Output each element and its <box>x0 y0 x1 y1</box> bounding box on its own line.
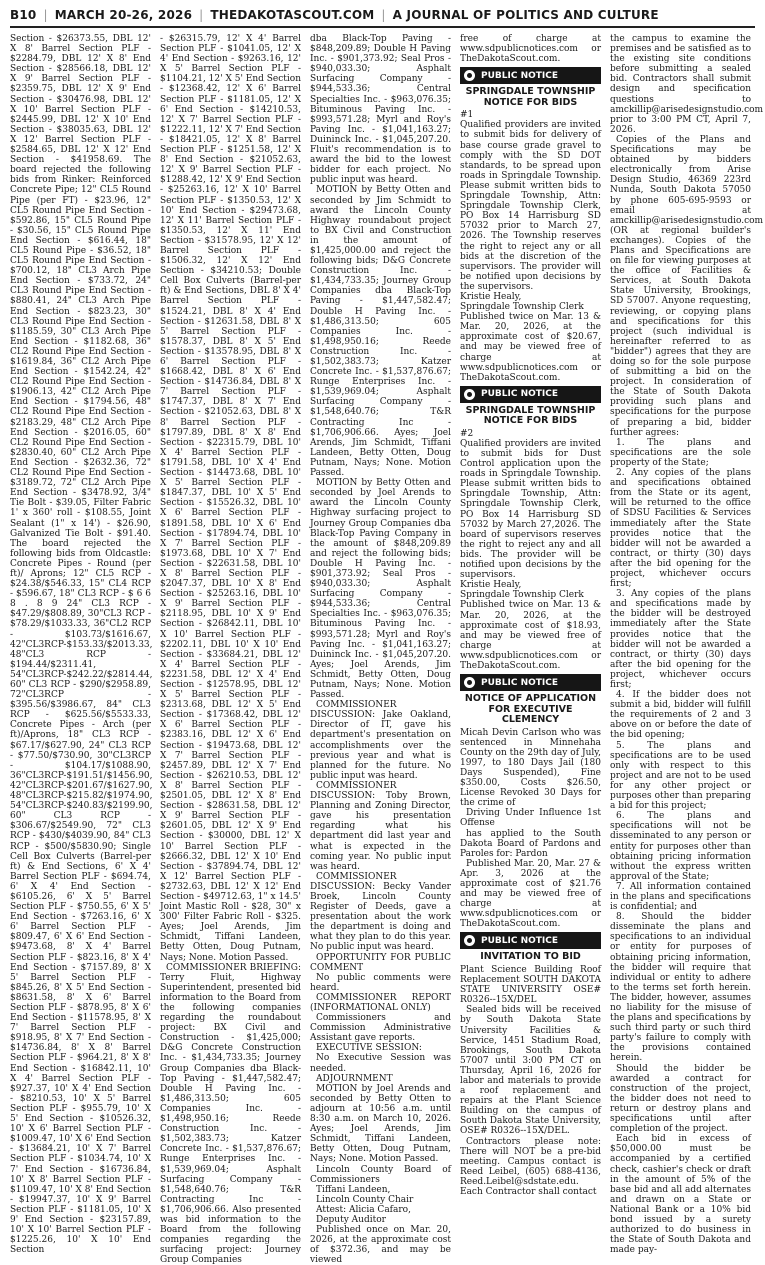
notice-paragraph: Deputy Auditor <box>316 1214 386 1225</box>
notice-paragraph: 5. The plans and specifications are to be used only with respect to this project and are not to be used for any other project or purposes other than preparing a bid for this project; <box>610 740 751 812</box>
notice-paragraph: Section - $26373.55, DBL 12' X 8' Barrel Section PLF - $2284.79, DBL 12' X 8' End Section - $28566.18, DBL 12' X 9' Barrel Section PLF - $2359.75, DBL 12' X 9' End Section - $30476.98, DBL 12' X 10' Barrel Section PLF - $2445.99, DBL 12' X 10' End Section - $38035.63, DBL 12' X 12' Barrel Section PLF - $2584.65, DBL 12' X 12' End Section - $41958.69. The board rejected the following bids from Rinker: Reinforced Concrete Pipe; 12" CL5 Round Pipe (per FT) - $23.96, 12" CL5 Round Pipe End Section - $592.86, 15" CL5 Round Pipe - $30.56, 15" CL5 Round Pipe End Section - $616.44, 18" CL5 Round Pipe - $36.52, 18" CL5 Round Pipe End Section - $700.12, 18" CL3 Arch Pipe End Section - $733.72, 24" CL3 Round Pipe End Section - $880.41, 24" CL3 Arch Pipe End Section - $823.23, 30" CL3 Round Pipe End Section - $1185.59, 30" CL3 Arch Pipe End Section - $1182.68, 36" CL2 Round Pipe End Section - $1619.84, 36" CL2 Arch Pipe End Section - $1542.24, 42" CL2 Round Pipe End Section - $1906.13, 42" CL2 Arch Pipe End Section - $1794.56, 48" CL2 Round Pipe End Section - $2183.29, 48" CL2 Arch Pipe End Section - $2016.05, 60" CL2 Round Pipe End Section - $2830.40, 60" CL2 Arch Pipe End Section - $2632.36, 72" CL2 Round Pipe End Section - $3189.72, 72" CL2 Arch Pipe End Section - $3478.92, 3/4" Tie Bolt - $39.05, Filter Fabric 1' x 360' roll - $108.55, Joint Sealant (1" x 14') - $26.90, Galvanized Tie Bolt - $91.40. The board rejected the following bids from Oldcastle: Concrete Pipes - Round (per ft)/ Aprons; 12" CL5 RCP - $24.38/$546.33, 15" CL4 RCP - $596.67, 18" CL3 RCP - $ 6 6 8 . 8 9 24" CL3 RCP - $47.29/$808.89, 30"CL3 RCP - $78.29/$1033.33, 36"CL2 RCP - $103.73/$1616.67, 42"CL3RCP-$153.33/$2013.33, 48"CL3 RCP - $194.44/$2311.41, 54"CL3RCP-$242.22/$2814.44, 60" CL3 RCP - $290/$2958.89, 72"CL3RCP - $395.56/$3986.67, 84" CL3 RCP - $625.56/$5533.33, Concrete Pipes - Arch (per ft)/Aprons, 18" CL3 RCP - $67.17/$627.90, 24" CL3 RCP - $77.50/$730.90, 30"CL3RCP - $104.17/$1088.90, 36"CL3RCP-$191.51/$1456.90, 42"CL3RCP-$201.67/$1627.90, 48"CL3RCP-$215.82/$1974.90, 54"CL3RCP-$240.83/$2199.90, 60" CL3 RCP - $306.67/$2549.90, 72" CL3 RCP - $430/$4039.90, 84" CL3 RCP - $500/$5830.90; Single Cell Box Culverts (Barrel-per ft) & End Sections, 6' X 4' Barrel Section PLF - $694.74, 6' X 4' End Section - $6105.26, 6' X 5' Barrel Section PLF - $750.55, 6' X 5' End Section - $7263.16, 6' X 6' Barrel Section PLF - $809.47, 6' X 6' End Section - $9473.68, 8' X 4' Barrel Section PLF - $823.16, 8' X 4' End Section - $7157.89, 8' X 5' Barrel Section PLF - $845.26, 8' X 5' End Section - $8631.58, 8' X 6' Barrel Section PLF - $878.95, 8' X 6' End Section - $11578.95, 8' X 7' Barrel Section PLF - $918.95, 8' X 7' End Section - $14736.84, 8' X 8' Barrel Section PLF - $964.21, 8' X 8' End Section - $16842.11, 10' X 4' Barrel Section PLF - $927.37, 10' X 4' End Section - $8210.53, 10' X 5' Barrel Section PLF - $955.79, 10' X 5' End Section - $10526.32, 10' X 6' Barrel Section PLF - $1009.47, 10' X 6' End Section - $13684.21, 10' X 7' Barrel Section PLF - $1034.74, 10' X 7' End Section - $16736.84, 10' X 8' Barrel Section PLF - $1109.47, 10' X 8' End Section - $19947.37, 10' X 9' Barrel Section PLF - $1181.05, 10' X 9' End Section - $23157.89, 10' X 10' Barrel Section PLF - $1225.26, 10' X 10' End Section <box>10 34 153 1256</box>
notice-title: SPRINGDALE TOWNSHIP NOTICE FOR BIDS <box>465 404 596 427</box>
notice-paragraph: COMMISSIONER BRIEFING: Terry Fluit, Highway Superintendent, presented bid information to the Board from the following companies regarding the roundabout project: BX Civil and Construction - $1,425,000; D&G Concrete Construction Inc. - $1,434,733.35; Journey Group Companies dba Black-Top Paving - $1,447,582.47; Double H Paving Inc. - $1,486,313.50; 605 Companies Inc. - $1,498,950.16; Reede Construction Inc. - $1,502,383.73; Katzer Concrete Inc. - $1,537,876.67; Runge Enterprises Inc. - $1,539,969.04; Asphalt Surfacing Company - $1,548,640.76; T&R Contracting Inc - $1,706,906.66. Also presented was bid information to the Board from the following companies regarding the surfacing project: Journey Group Companies <box>160 962 301 1265</box>
notice-paragraph: 4. If the bidder does not submit a bid, bidder will fulfill the requirements of 2 and 3 above on or before the date of the bid opening; <box>610 690 751 741</box>
notice-paragraph: Springdale Township Clerk <box>460 302 584 313</box>
notice-paragraph: Kristie Healy, <box>460 291 522 302</box>
notice-paragraph: Each bid in excess of $50,000.00 must be accompanied by a certified check, cashier's check or draft in the amount of 5% of the base bid and all add alternates and drawn on a State or National Bank or a 10% bid bond issued by a surety authorized to do business in the State of South Dakota and made pay- <box>610 1134 751 1256</box>
issue-date: MARCH 20-26, 2026 <box>54 8 193 22</box>
notice-paragraph: COMMISSIONER REPORT (INFORMATIONAL ONLY) <box>310 992 451 1013</box>
notice-paragraph: Tiffani Landeen, <box>316 1184 391 1195</box>
banner-label: PUBLIC NOTICE <box>481 389 559 400</box>
notice-paragraph: MOTION by Joel Arends and seconded by Betty Otten to adjourn at 10:56 a.m. until 8:30 a.m. on March 10, 2026. Ayes; Joel Arends, Jim Schmidt, Tiffani Landeen, Betty Otten, Doug Putnam, Nays; None. Motion Passed. <box>310 1083 451 1165</box>
notice-paragraph: 1. The plans and specifications are the sole property of the State; <box>610 437 751 468</box>
notice-paragraph: Driving Under Influence 1st Offense <box>460 808 601 829</box>
notice-paragraph: 7. All information contained in the plans and specifications is confidential; and <box>610 881 751 913</box>
page-number: B10 <box>10 8 37 22</box>
tagline: A JOURNAL OF POLITICS AND CULTURE <box>392 8 659 22</box>
notice-paragraph: Plant Science Building Roof Replacement SOUTH DAKOTA STATE UNIVERSITY OSE# R0326--15X/DEL <box>460 964 601 1006</box>
notice-title: NOTICE OF APPLICATION FOR EXECUTIVE CLEMENCY <box>464 693 597 726</box>
notice-paragraph: - $26315.79, 12' X 4' Barrel Section PLF - $1041.05, 12' X 4' End Section - $9263.16, 12' X 5' Barrel Section PLF - $1104.21, 12' X 5' End Section - $12368.42, 12' X 6' Barrel Section PLF - $1181.05, 12' X 6' End Section - $14210.53, 12' X 7' Barrel Section PLF - $1222.11, 12' X 7' End Section - $18421.05, 12' X 8' Barrel Section PLF - $1251.58, 12' X 8' End Section - $21052.63, 12' X 9' Barrel Section PLF - $1288.42, 12' X 9' End Section - $25263.16, 12' X 10' Barrel Section PLF - $1350.53, 12' X 10' End Section - $29473.68, 12' X 11' Barrel Section PLF - $1350.53, 12' X 11' End Section - $31578.95, 12' X 12' Barrel Section PLF - $1506.32, 12' X 12' End Section - $34210.53; Double Cell Box Culverts (Barrel-per ft) & End Sections, DBL 8' X 4' Barrel Section PLF - $1524.21, DBL 8' X 4' End Section - $12631.58, DBL 8' X 5' Barrel Section PLF - $1578.37, DBL 8' X 5' End Section - $13578.95, DBL 8' X 6' Barrel Section PLF - $1668.42, DBL 8' X 6' End Section - $14736.84, DBL 8' X 7' Barrel Section PLF - $1747.37, DBL 8' X 7' End Section - $21052.63, DBL 8' X 8' Barrel Section PLF - $1797.89, DBL 8' X 8' End Section - $22315.79, DBL 10' X 4' Barrel Section PLF - $1791.58, DBL 10' X 4' End Section - $14473.68, DBL 10' X 5' Barrel Section PLF - $1847.37, DBL 10' X 5' End Section - $15526.32, DBL 10' X 6' Barrel Section PLF - $1891.58, DBL 10' X 6' End Section - $17894.74, DBL 10' X 7' Barrel Section PLF - $1973.68, DBL 10' X 7' End Section - $22631.58, DBL 10' X 8' Barrel Section PLF - $2047.37, DBL 10' X 8' End Section - $25263.16, DBL 10' X 9' Barrel Section PLF - $2118.95, DBL 10' X 9' End Section - $26842.11, DBL 10' X 10' Barrel Section PLF - $2202.11, DBL 10' X 10' End Section - $33684.21, DBL 12' X 4' Barrel Section PLF - $2231.58, DBL 12' X 4' End Section - $12578.95, DBL 12' X 5' Barrel Section PLF - $2313.68, DBL 12' X 5' End Section - $17368.42, DBL 12' X 6' Barrel Section PLF - $2383.16, DBL 12' X 6' End Section - $19473.68, DBL 12' X 7' Barrel Section PLF - $2457.89, DBL 12' X 7' End Section - $26210.53, DBL 12' X 8' Barrel Section PLF - $2501.05, DBL 12' X 8' End Section - $28631.58, DBL 12' X 9' Barrel Section PLF - $2601.05, DBL 12' X 9' End Section - $30000, DBL 12' X 10' Barrel Section PLF - $2666.32, DBL 12' X 10' End Section - $37894.74, DBL 12' X 12' Barrel Section PLF - $2732.63, DBL 12' X 12' End Section - $49712.63, 1" x 14.5' Joint Mastic Roll - $28, 30" x 300' Filter Fabric Roll - $325. Ayes; Joel Arends, Jim Schmidt, Tiffani Landeen, Betty Otten, Doug Putnam, Nays; None. Motion Passed. <box>160 34 302 963</box>
notice-paragraph: dba Black-Top Paving - $848,209.89; Double H Paving Inc. - $901,373.92; Seal Pros - $940,033.30; Asphalt Surfacing Company - $944,533.36; Central Specialties Inc. - $963,076.35; Bituminous Paving Inc. - $993,571.28; Myrl and Roy's Paving Inc. - $1,041,163.27; Duininck Inc. - $1,045,207.20. Fluit's recommendation is to award the bid to the lowest bidder for each project. No public input was heard. <box>310 34 451 186</box>
banner-label: PUBLIC NOTICE <box>481 935 559 946</box>
notice-paragraph: Published once on Mar. 20, 2026, at the approximate cost of $372.36, and may be viewed <box>310 1225 451 1265</box>
public-notice-banner <box>460 386 601 403</box>
notice-title: SPRINGDALE TOWNSHIP NOTICE FOR BIDS <box>465 86 596 108</box>
notice-paragraph: OPPORTUNITY FOR PUBLIC COMMENT <box>310 952 451 973</box>
notice-paragraph: Should the bidder be awarded a contract for construction of the project, the bidder does not need to return or destroy plans and specifications until after completion of the project. <box>610 1063 751 1135</box>
notice-paragraph: COMMISSIONER DISCUSSION: Becky Vander Broek, Lincoln County Register of Deeds, gave a presentation about the work the department is doing and what they plan to do this year. No public input was heard. <box>310 871 451 953</box>
column-4 <box>460 34 601 1197</box>
notice-columns <box>10 34 764 1265</box>
banner-label: PUBLIC NOTICE <box>481 70 559 81</box>
notice-paragraph: MOTION by Betty Otten and seconded by Jim Schmidt to award the Lincoln County Highway roundabout project to BX Civil and Construction in the amount of $1,425,000.00 and reject the following bids; D&G Concrete Construction Inc. - $1,434,733.35; Journey Group Companies dba Black-Top Paving - $1,447,582.47; Double H Paving Inc. - $1,486,313.50; 605 Companies Inc. - $1,498,950.16; Reede Construction Inc. - $1,502,383.73; Katzer Concrete Inc. - $1,537,876.67; Runge Enterprises Inc. - $1,539,969.04; Asphalt Surfacing Company - $1,548,640.76; T&R Contracting Inc - $1,706,906.66. Ayes; Joel Arends, Jim Schmidt, Tiffani Landeen, Betty Otten, Doug Putnam, Nays; None. Motion Passed. <box>310 185 451 479</box>
notice-paragraph: Lincoln County Board of Commissioners <box>310 1164 451 1185</box>
notice-paragraph: Published twice on Mar. 13 & Mar. 20, 2026, at the approximate cost of $20.67, and may be viewed free of charge at www.sdpublicnotices.com or TheDakotaScout.com. <box>460 312 601 383</box>
seal-icon <box>464 70 475 81</box>
public-notice-banner <box>460 932 601 949</box>
notice-paragraph: Copies of the Plans and Specifications may be obtained by bidders electronically from Arise Design Studio, 46369 223rd Nunda, South Dakota 57050 by phone 605-695-9593 or email at amckillip@arisedesignstudio.com (OR at regional builder's exchanges). Copies of the Plans and Specifications are on file for viewing purposes at the office of Facilities & Services, at South Dakota State University, Brookings, SD 57007. Anyone requesting, reviewing, or copying plans and specifications for this project (such individual is hereinafter referred to as "bidder") agrees that they are doing so for the sole purpose of submitting a bid on the project. In consideration of the State of South Dakota providing such plans and specifications for the purpose of preparing a bid, bidder further agrees: <box>610 134 764 438</box>
notice-paragraph: 3. Any copies of the plans and specifications made by the bidder will be destroyed immediately after the State provides notice that the bidder will not be awarded a contract, or thirty (30) days after the bid opening for the project, whichever occurs first; <box>610 589 751 690</box>
seal-icon <box>464 935 475 946</box>
column-1 <box>10 34 153 1256</box>
notice-paragraph: Published twice on Mar. 13 & Mar. 20, 2026, at the approximate cost of $18.93, and may be viewed free of charge at www.sdpublicnotices.com or TheDakotaScout.com. <box>460 600 601 671</box>
public-notice-banner <box>460 67 601 84</box>
public-notice-banner <box>460 674 601 691</box>
notice-paragraph: COMMISSIONER DISCUSSION: Toby Brown, Planning and Zoning Director, gave his presentation regarding what his department did last year and what is expected in the coming year. No public input was heard. <box>310 780 451 872</box>
notice-paragraph: has applied to the South Dakota Board of Pardons and Paroles for: Pardon <box>460 828 601 859</box>
notice-paragraph: MOTION by Betty Otten and seconded by Joel Arends to award the Lincoln County Highway surfacing project to Journey Group Companies dba Black-Top Paving Company in the amount of $848,209.89 and reject the following bids; Double H Paving Inc. - $901,373.92; Seal Pros - $940,033.30; Asphalt Surfacing Company - $944,533.36; Central Specialties Inc. - $963,076.35; Bituminous Paving Inc. - $993,571.28; Myrl and Roy's Paving Inc. - $1,041,163.27; Duininck Inc. - $1,045,207.20. Ayes; Joel Arends, Jim Schmidt, Betty Otten, Doug Putnam, Nays; None. Motion Passed. <box>310 478 451 701</box>
seal-icon <box>464 389 475 400</box>
notice-paragraph: COMMISSIONER DISCUSSION: Jake Oakland, Director of IT, gave his department's presentation on accomplishments over the previous year and what is planned for the future. No public input was heard. <box>310 700 451 781</box>
notice-paragraph: Commissioners and Commission Administrative Assistant gave reports. <box>310 1013 451 1044</box>
notice-title: INVITATION TO BID <box>480 951 581 963</box>
notice-paragraph: 2. Any copies of the plans and specifications obtained from the State or its agent, will be returned to the office of SDSU Facilities & Services immediately after the State provides notice that the bidder will not be awarded a contract, or thirty (30) days after the bid opening for the project, whichever occurs first; <box>610 468 751 590</box>
notice-paragraph: Qualified providers are invited to submit bids for delivery of base course grade gravel to comply with the SD DOT standards, to be spread upon roads in Springdale Township. Please submit written bids to Springdale Township, Attn: Springdale Township Clerk, PO Box 14 Harrisburg SD 57032 prior to March 27, 2026. The Township reserves the right to reject any or all bids at the discretion of the supervisors. The provider will be notified upon decisions by the supervisors. <box>460 120 601 292</box>
notice-paragraph: No Executive Session was needed. <box>310 1053 451 1074</box>
notice-paragraph: #2 <box>460 428 474 439</box>
site-name: THEDAKOTASCOUT.COM <box>210 8 375 22</box>
header-separator: | <box>43 8 48 22</box>
page-header <box>10 4 755 28</box>
notice-paragraph: Sealed bids will be received by South Dakota State University Facilities & Service, 1451 Stadium Road, Brookings, South Dakota 57007 until 3:00 PM CT on Thursday, April 16, 2026 for labor and materials to provide a roof replacement and repairs at the Plant Science Building on the campus of South Dakota State University, OSE# R0326--15X/DEL. <box>460 1005 601 1137</box>
notice-paragraph: free of charge at www.sdpublicnotices.com or TheDakotaScout.com. <box>460 34 601 65</box>
column-2 <box>160 34 302 1265</box>
notice-paragraph: ADJOURNMENT <box>316 1073 393 1084</box>
seal-icon <box>464 677 475 688</box>
notice-paragraph: the campus to examine the premises and be satisfied as to the existing site conditions before submitting a sealed bid. Contractors shall submit design and specification questions to amckillip@arisedesignstudio.com prior to 3:00 PM CT, April 7, 2026. <box>610 34 764 135</box>
banner-label: PUBLIC NOTICE <box>481 677 559 688</box>
notice-paragraph: Qualified providers are invited to submit bids for Dust Control application upon the roads in Springdale Township. Please submit written bids to Springdale Township, Attn: Springdale Township Clerk, PO Box 14 Harrisburg SD 57032 by March 27,2026. The board of supervisors reserves the right to reject any and all bids. The provider will be notified upon decisions by the supervisors. <box>460 438 601 581</box>
notice-paragraph: No public comments were heard. <box>310 972 451 993</box>
notice-paragraph: Micah Devin Carlson who was sentenced in Minnehaha County on the 29th day of July, 1997, to 180 Days Jail (180 Days Suspended), Fine $350.00, Costs $26.50, License Revoked 30 Days for the crime of <box>460 727 601 809</box>
notice-paragraph: Published Mar. 20, Mar. 27 & Apr. 3, 2026 at the approximate cost of $21.76 and may be viewed free of charge at www.sdpublicnotices.com or TheDakotaScout.com. <box>460 858 601 930</box>
notice-paragraph: 6. The plans and specifications will not be disseminated to any person or entity for purposes other than obtaining pricing information without the express written approval of the State; <box>610 811 751 882</box>
header-separator: | <box>199 8 204 22</box>
notice-paragraph: Springdale Township Clerk <box>460 590 584 601</box>
column-5 <box>610 34 764 1256</box>
notice-paragraph: Lincoln County Chair <box>316 1194 414 1205</box>
notice-paragraph: Kristie Healy, <box>460 580 522 591</box>
notice-paragraph: #1 <box>460 110 474 121</box>
notice-paragraph: Attest: Alicia Cafaro, <box>316 1204 411 1215</box>
notice-paragraph: EXECUTIVE SESSION: <box>316 1043 422 1054</box>
header-separator: | <box>381 8 386 22</box>
notice-paragraph: 8. Should the bidder disseminate the plans and specifications to an individual or entity for purposes of obtaining pricing information, the bidder will require that individual or entity to adhere to the terms set forth herein. The bidder, however, assumes no liability for the misuse of the plans and specifications by such third party or such third party's failure to comply with the provisions contained herein. <box>610 912 751 1064</box>
column-3 <box>310 34 451 1265</box>
notice-paragraph: Contractors please note: There will NOT be a pre-bid meeting. Campus contact is Reed Leibel, (605) 688-4136, Reed.Leibel@sdstate.edu. Each Contractor shall contact <box>460 1136 601 1197</box>
